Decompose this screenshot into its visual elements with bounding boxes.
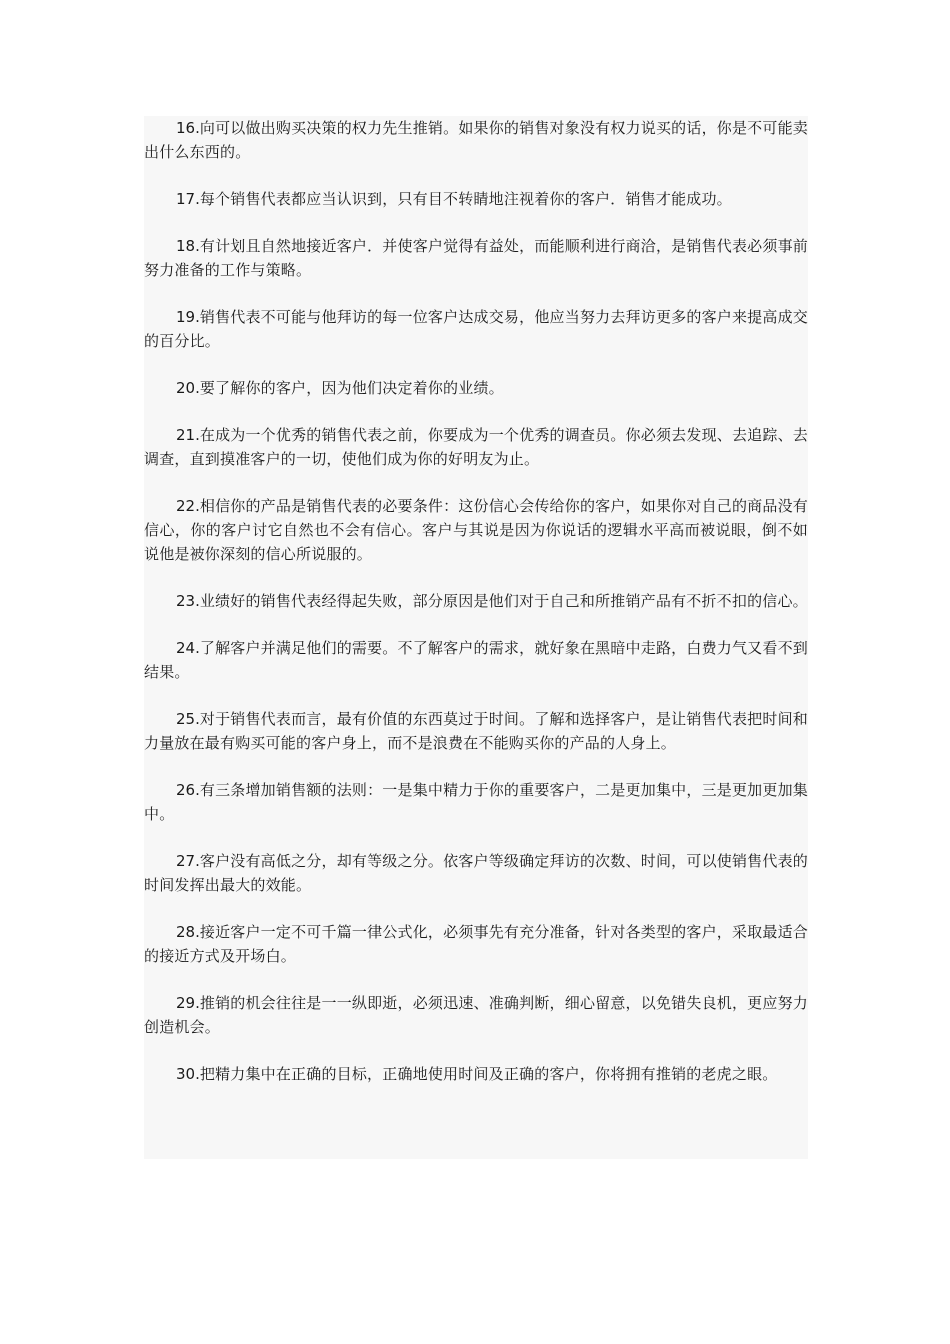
paragraph-number: 17.	[176, 190, 200, 208]
paragraph-number: 22.	[176, 497, 200, 515]
paragraph-number: 16.	[176, 119, 200, 137]
paragraph-text: 向可以做出购买决策的权力先生推销。如果你的销售对象没有权力说买的话，你是不可能卖出什么东西的。	[144, 119, 808, 161]
paragraph-17	[144, 187, 808, 211]
paragraph-18	[144, 234, 808, 282]
paragraph-number: 25.	[176, 710, 200, 728]
paragraph-text: 把精力集中在正确的目标，正确地使用时间及正确的客户，你将拥有推销的老虎之眼。	[199, 1065, 778, 1083]
paragraph-number: 30.	[176, 1065, 200, 1083]
paragraph-text: 相信你的产品是销售代表的必要条件：这份信心会传给你的客户，如果你对自己的商品没有信心，你的客户讨它自然也不会有信心。客户与其说是因为你说话的逻辑水平高而被说眼，倒不如说他是被你深刻的信心所说服的。	[144, 497, 808, 563]
paragraph-text: 业绩好的销售代表经得起失败，部分原因是他们对于自己和所推销产品有不折不扣的信心。	[199, 592, 808, 610]
paragraph-20	[144, 376, 808, 400]
paragraph-text: 了解客户并满足他们的需要。不了解客户的需求，就好象在黑暗中走路，白费力气又看不到结果。	[144, 639, 808, 681]
paragraph-number: 29.	[176, 994, 200, 1012]
paragraph-number: 20.	[176, 379, 200, 397]
paragraph-text: 推销的机会往往是一一纵即逝，必须迅速、准确判断，细心留意，以免错失良机，更应努力创造机会。	[144, 994, 808, 1036]
paragraph-text: 每个销售代表都应当认识到，只有目不转睛地注视着你的客户．销售才能成功。	[199, 190, 732, 208]
paragraph-text: 接近客户一定不可千篇一律公式化，必须事先有充分准备，针对各类型的客户，采取最适合的接近方式及开场白。	[144, 923, 808, 965]
paragraph-number: 23.	[176, 592, 200, 610]
paragraph-23	[144, 589, 808, 613]
paragraph-number: 26.	[176, 781, 200, 799]
paragraph-number: 19.	[176, 308, 200, 326]
paragraph-24	[144, 636, 808, 684]
paragraph-28	[144, 920, 808, 968]
paragraph-number: 27.	[176, 852, 200, 870]
paragraph-29	[144, 991, 808, 1039]
document-body	[144, 116, 808, 1159]
paragraph-22	[144, 494, 808, 566]
paragraph-30	[144, 1062, 808, 1086]
paragraph-text: 客户没有高低之分，却有等级之分。依客户等级确定拜访的次数、时间，可以使销售代表的时间发挥出最大的效能。	[144, 852, 808, 894]
paragraph-27	[144, 849, 808, 897]
paragraph-19	[144, 305, 808, 353]
paragraph-text: 在成为一个优秀的销售代表之前，你要成为一个优秀的调查员。你必须去发现、去追踪、去调查，直到摸准客户的一切，使他们成为你的好明友为止。	[144, 426, 808, 468]
paragraph-number: 28.	[176, 923, 200, 941]
paragraph-26	[144, 778, 808, 826]
paragraph-number: 18.	[176, 237, 200, 255]
paragraph-number: 21.	[176, 426, 200, 444]
paragraph-text: 有计划且自然地接近客户．并使客户觉得有益处，而能顺利进行商洽，是销售代表必须事前努力准备的工作与策略。	[144, 237, 808, 279]
paragraph-text: 有三条增加销售额的法则：一是集中精力于你的重要客户，二是更加集中，三是更加更加集中。	[144, 781, 808, 823]
paragraph-text: 对于销售代表而言，最有价值的东西莫过于时间。了解和选择客户，是让销售代表把时间和力量放在最有购买可能的客户身上，而不是浪费在不能购买你的产品的人身上。	[144, 710, 808, 752]
paragraph-16	[144, 116, 808, 164]
paragraph-21	[144, 423, 808, 471]
paragraph-number: 24.	[176, 639, 200, 657]
paragraph-text: 销售代表不可能与他拜访的每一位客户达成交易，他应当努力去拜访更多的客户来提高成交的百分比。	[144, 308, 808, 350]
paragraph-25	[144, 707, 808, 755]
paragraph-text: 要了解你的客户，因为他们决定着你的业绩。	[199, 379, 504, 397]
